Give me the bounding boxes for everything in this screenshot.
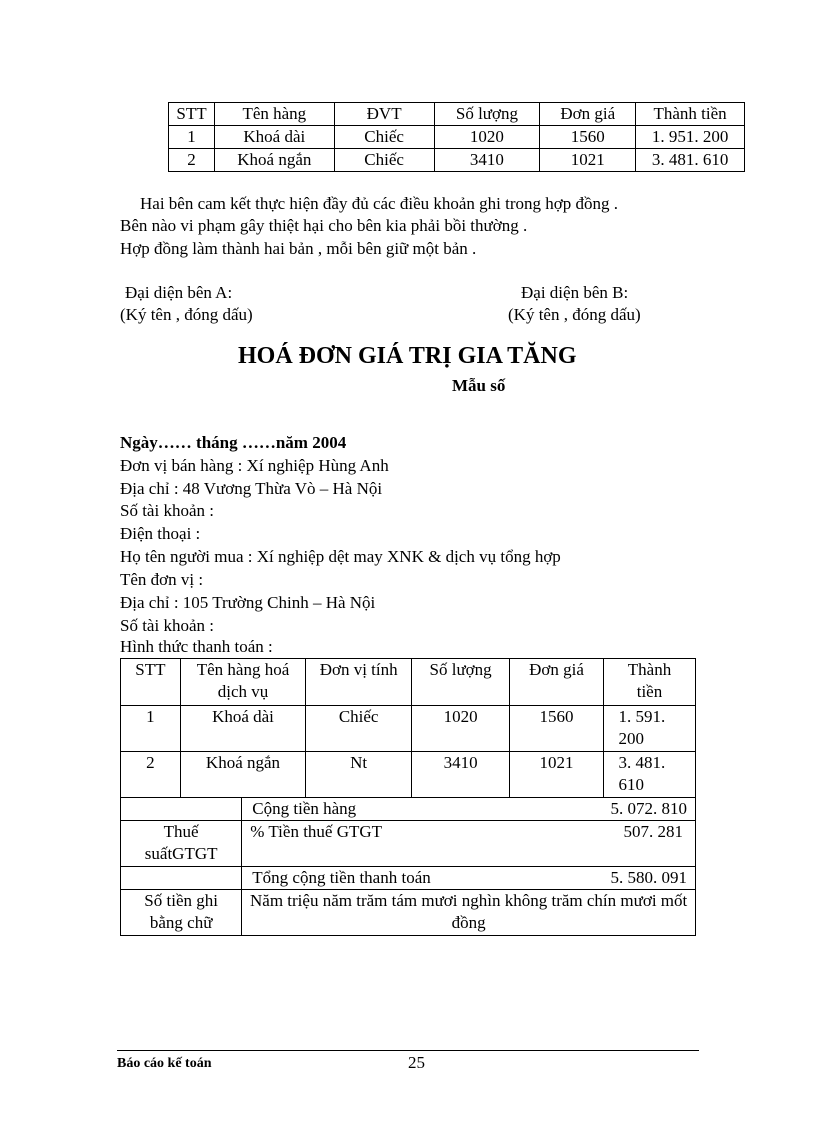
- total-row: [121, 867, 696, 890]
- signature-a-note: (Ký tên , đóng dấu): [120, 305, 253, 324]
- table-row: [121, 752, 696, 798]
- cell: 1: [169, 126, 215, 149]
- cell: [603, 706, 695, 752]
- invoice-date: Ngày…… tháng ……năm 2004: [120, 433, 347, 452]
- cell: 2: [121, 752, 181, 798]
- header-stt: STT: [121, 659, 181, 706]
- cell: 1560: [510, 706, 604, 752]
- cell: Chiếc: [334, 126, 434, 149]
- total-value: 5. 580. 091: [610, 868, 687, 887]
- subtotal-value: 5. 072. 810: [610, 799, 687, 818]
- payment-method: Hình thức thanh toán :: [120, 637, 273, 656]
- table-row: [169, 126, 745, 149]
- header-amount: Thành tiền: [636, 103, 745, 126]
- cell: 1020: [434, 126, 540, 149]
- cell: Khoá dài: [214, 126, 334, 149]
- cell-amount: 1. 591. 200: [618, 707, 666, 748]
- header-price: Đơn giá: [540, 103, 636, 126]
- words-label-text: Số tiền ghi bằng chữ: [144, 891, 218, 932]
- cell: [121, 867, 242, 890]
- amount-in-words-row: [121, 890, 696, 936]
- cell: Khoá ngắn: [180, 752, 305, 798]
- cell: Chiếc: [306, 706, 412, 752]
- header-amount-text: Thành tiền: [627, 660, 672, 701]
- signature-a-label: Đại diện bên A:: [125, 283, 233, 302]
- cell: 1021: [540, 149, 636, 172]
- table-row: [121, 706, 696, 752]
- buyer-account: Số tài khoản :: [120, 616, 214, 635]
- total-label: Tổng cộng tiền thanh toán: [252, 868, 431, 887]
- cell: Nt: [306, 752, 412, 798]
- table-header-row: [169, 103, 745, 126]
- cell: Khoá ngắn: [214, 149, 334, 172]
- subtotal-cell: [242, 798, 696, 821]
- words-value-text: Năm triệu năm trăm tám mươi nghìn không trăm chín mươi mốt đồng: [250, 891, 688, 932]
- header-stt: STT: [169, 103, 215, 126]
- cell: [603, 752, 695, 798]
- words-label: [121, 890, 242, 936]
- page-number: 25: [408, 1053, 425, 1072]
- header-price: Đơn giá: [510, 659, 604, 706]
- header-qty: Số lượng: [412, 659, 510, 706]
- tax-label: % Tiền thuế GTGT: [250, 822, 383, 841]
- invoice-form-label: Mẫu số: [452, 376, 506, 395]
- tax-rate-label: [121, 821, 242, 867]
- cell: 3. 481. 610: [636, 149, 745, 172]
- header-unit: ĐVT: [334, 103, 434, 126]
- tax-row: [121, 821, 696, 867]
- header-name: Tên hàng hoá dịch vụ: [180, 659, 305, 706]
- table-row: [169, 149, 745, 172]
- words-value: [242, 890, 696, 936]
- tax-value: 507. 281: [623, 822, 683, 841]
- paragraph-copies: Hợp đồng làm thành hai bản , mỗi bên giữ một bản .: [120, 239, 477, 258]
- cell: 1. 951. 200: [636, 126, 745, 149]
- seller-account: Số tài khoản :: [120, 501, 214, 520]
- cell: 1560: [540, 126, 636, 149]
- cell: 2: [169, 149, 215, 172]
- cell: 3410: [412, 752, 510, 798]
- signature-b-label: Đại diện bên B:: [521, 283, 629, 302]
- seller-address: Địa chỉ : 48 Vương Thừa Vò – Hà Nội: [120, 479, 383, 498]
- invoice-items-table: [120, 658, 696, 936]
- header-amount: [603, 659, 695, 706]
- total-cell: [242, 867, 696, 890]
- seller-phone: Điện thoại :: [120, 524, 201, 543]
- cell: Khoá dài: [180, 706, 305, 752]
- cell-amount: 3. 481. 610: [618, 753, 666, 794]
- buyer-address: Địa chỉ : 105 Trường Chinh – Hà Nội: [120, 593, 376, 612]
- subtotal-row: [121, 798, 696, 821]
- header-unit: Đơn vị tính: [306, 659, 412, 706]
- buyer-name: Họ tên người mua : Xí nghiệp dệt may XNK & dịch vụ tổng hợp: [120, 547, 561, 566]
- header-qty: Số lượng: [434, 103, 540, 126]
- table-header-row: [121, 659, 696, 706]
- invoice-title: HOÁ ĐƠN GIÁ TRỊ GIA TĂNG: [238, 343, 577, 369]
- cell: [121, 798, 242, 821]
- cell: Chiếc: [334, 149, 434, 172]
- cell: 3410: [434, 149, 540, 172]
- buyer-unit: Tên đơn vị :: [120, 570, 204, 589]
- footer-divider: [117, 1050, 699, 1051]
- subtotal-label: Cộng tiền hàng: [252, 799, 357, 818]
- cell: 1021: [510, 752, 604, 798]
- header-name: Tên hàng: [214, 103, 334, 126]
- contract-items-table: [168, 102, 745, 172]
- cell: 1: [121, 706, 181, 752]
- cell: 1020: [412, 706, 510, 752]
- paragraph-commitment: Hai bên cam kết thực hiện đầy đủ các điều khoản ghi trong hợp đồng .: [140, 194, 619, 213]
- signature-b-note: (Ký tên , đóng dấu): [508, 305, 641, 324]
- tax-rate-label-text: Thuế suấtGTGT: [144, 822, 218, 863]
- paragraph-penalty: Bên nào vi phạm gây thiệt hại cho bên kia phải bồi thường .: [120, 216, 528, 235]
- footer-report-title: Báo cáo kế toán: [117, 1056, 212, 1071]
- tax-cell: [242, 821, 696, 867]
- seller-name: Đơn vị bán hàng : Xí nghiệp Hùng Anh: [120, 456, 389, 475]
